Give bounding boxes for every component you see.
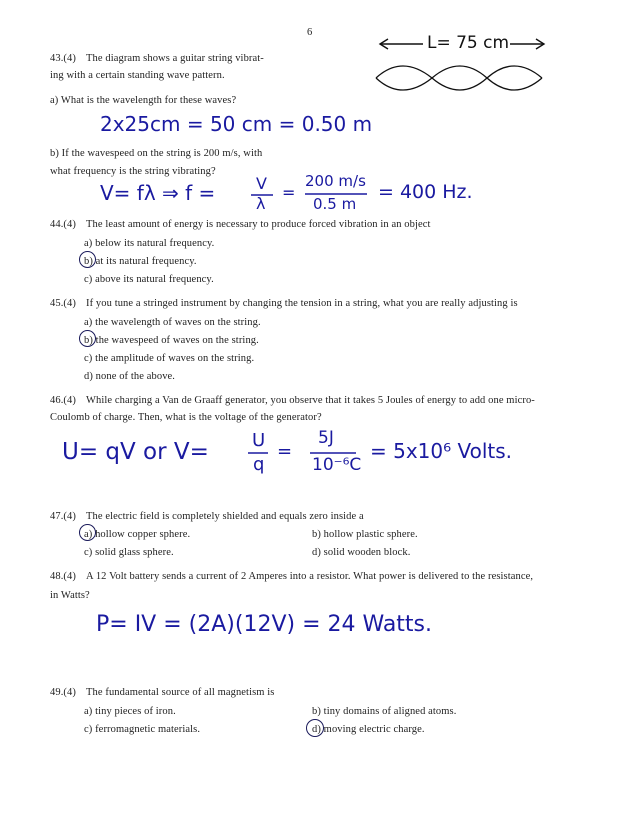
q43-part-b-line1: b) If the wavespeed on the string is 200 m/s, with bbox=[50, 148, 263, 159]
q43-answer-b-num2: 200 m/s bbox=[305, 172, 366, 190]
q43-part-b-line2: what frequency is the string vibrating? bbox=[50, 166, 216, 177]
q47-option-b: b) hollow plastic sphere. bbox=[312, 529, 418, 540]
q44-option-b: b) at its natural frequency. bbox=[84, 256, 197, 267]
string-loops bbox=[372, 60, 547, 96]
q45-option-d: d) none of the above. bbox=[84, 371, 176, 382]
length-label: L= 75 cm bbox=[427, 33, 510, 53]
q43-answer-b-frac1-den: λ bbox=[256, 194, 266, 213]
q46-result: = 5x10⁶ Volts. bbox=[370, 439, 513, 463]
q43-answer-b-frac1-num: V bbox=[256, 174, 267, 193]
q43-answer-b-den2: 0.5 m bbox=[313, 195, 357, 213]
q49-number: 49.(4) bbox=[50, 687, 76, 698]
q47-option-c: c) solid glass sphere. bbox=[84, 547, 174, 558]
q46-number: 46.(4) bbox=[50, 395, 76, 406]
q46-frac2-num: 5J bbox=[318, 428, 334, 448]
q43-number: 43.(4) bbox=[50, 53, 76, 64]
q49-option-b: b) tiny domains of aligned atoms. bbox=[312, 706, 457, 717]
q44-number: 44.(4) bbox=[50, 219, 76, 230]
q46-frac2-den: 10⁻⁶C bbox=[312, 455, 362, 475]
q44-stem: The least amount of energy is necessary to produce forced vibration in an object bbox=[86, 219, 431, 230]
q48-number: 48.(4) bbox=[50, 571, 76, 582]
q45-option-a: a) the wavelength of waves on the string. bbox=[84, 317, 261, 328]
q46-answer-left: U= qV or V= bbox=[62, 439, 209, 465]
q49-option-c: c) ferromagnetic materials. bbox=[84, 724, 201, 735]
q46-eq: = bbox=[277, 441, 293, 462]
q49-option-d: d) moving electric charge. bbox=[312, 724, 425, 735]
q47-option-a: a) hollow copper sphere. bbox=[84, 529, 191, 540]
q43-answer-a: 2x25cm = 50 cm = 0.50 m bbox=[100, 112, 373, 136]
q46-stem-line2: Coulomb of charge. Then, what is the voltage of the generator? bbox=[50, 412, 322, 423]
q48-stem-line2: in Watts? bbox=[50, 590, 90, 601]
q45-number: 45.(4) bbox=[50, 298, 76, 309]
q43-part-a: a) What is the wavelength for these waves? bbox=[50, 95, 237, 106]
q48-stem-line1: A 12 Volt battery sends a current of 2 Amperes into a resistor. What power is delivered to the resistance, bbox=[86, 571, 534, 582]
q49-option-a: a) tiny pieces of iron. bbox=[84, 706, 176, 717]
q47-stem: The electric field is completely shielded and equals zero inside a bbox=[86, 511, 364, 522]
q46-stem-line1: While charging a Van de Graaff generator, you observe that it takes 5 Joules of energy to add one micro- bbox=[86, 395, 535, 406]
q47-option-d: d) solid wooden block. bbox=[312, 547, 411, 558]
q43-stem-line1: The diagram shows a guitar string vibrat- bbox=[86, 53, 264, 64]
page-number: 6 bbox=[307, 27, 313, 38]
q46-frac1-num: U bbox=[252, 430, 266, 451]
q44-option-a: a) below its natural frequency. bbox=[84, 238, 215, 249]
q47-number: 47.(4) bbox=[50, 511, 76, 522]
q48-answer: P= IV = (2A)(12V) = 24 Watts. bbox=[96, 612, 433, 637]
q43-answer-b-left: V= fλ ⇒ f = bbox=[100, 181, 216, 205]
q46-frac1-den: q bbox=[253, 454, 265, 475]
q45-option-c: c) the amplitude of waves on the string. bbox=[84, 353, 255, 364]
q43-stem-line2: ing with a certain standing wave pattern. bbox=[50, 70, 225, 81]
q43-answer-b-result: = 400 Hz. bbox=[378, 181, 473, 203]
q43-answer-b-eq: = bbox=[282, 183, 296, 202]
q44-option-c: c) above its natural frequency. bbox=[84, 274, 214, 285]
q45-option-b: b) the wavespeed of waves on the string. bbox=[84, 335, 259, 346]
q49-stem: The fundamental source of all magnetism is bbox=[86, 687, 275, 698]
q45-stem: If you tune a stringed instrument by changing the tension in a string, what you are really adjusting is bbox=[86, 298, 518, 309]
